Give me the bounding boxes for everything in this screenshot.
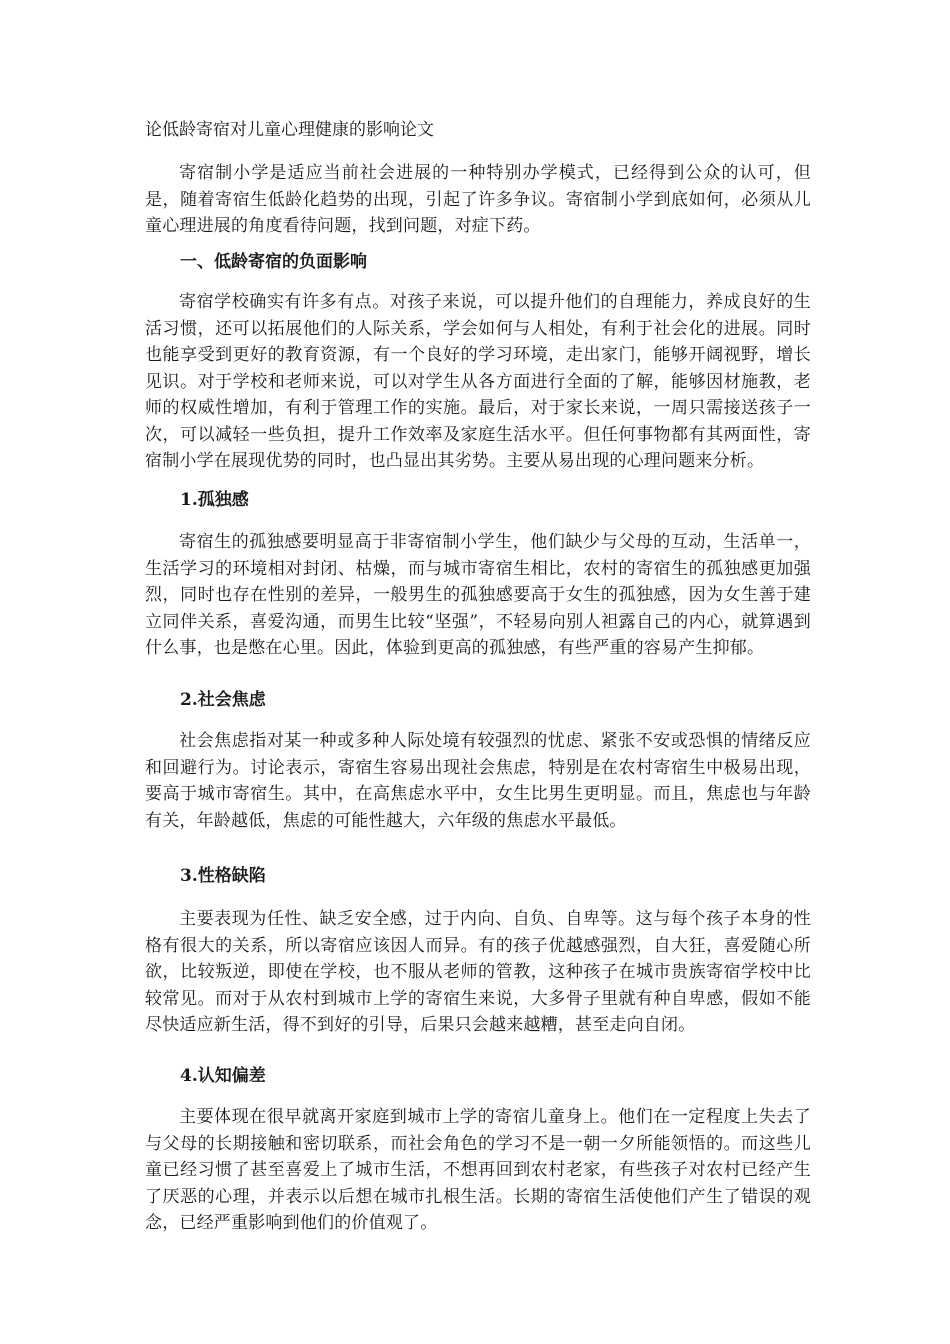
subheading-loneliness: 1.孤独感 [180, 490, 249, 510]
cognitive-bias-paragraph: 主要体现在很早就离开家庭到城市上学的寄宿儿童身上。他们在一定程度上失去了与父母的长期接触和密切联系，而社会角色的学习不是一朝一夕所能领悟的。而这些儿童已经习惯了甚至喜爱上了城市生活，不想再回到农村老家，有些孩子对农村已经产生了厌恶的心理，并表示以后想在城市扎根生活。长期的寄宿生活使他们产生了错误的观念，已经严重影响到他们的价值观了。 [145, 1107, 811, 1233]
subheading-cognitive-bias: 4.认知偏差 [180, 1066, 266, 1086]
subheading-personality-defects: 3.性格缺陷 [180, 866, 266, 886]
subheading-social-anxiety: 2.社会焦虑 [180, 690, 266, 710]
personality-defects-paragraph: 主要表现为任性、缺乏安全感，过于内向、自负、自卑等。这与每个孩子本身的性格有很大的关系，所以寄宿应该因人而异。有的孩子优越感强烈，自大狂，喜爱随心所欲，比较叛逆，即使在学校，也不服从老师的管教，这种孩子在城市贵族寄宿学校中比较常见。而对于从农村到城市上学的寄宿生来说，大多骨子里就有种自卑感，假如不能尽快适应新生活，得不到好的引导，后果只会越来越糟，甚至走向自闭。 [145, 909, 811, 1035]
loneliness-paragraph: 寄宿生的孤独感要明显高于非寄宿制小学生，他们缺少与父母的互动，生活单一，生活学习的环境相对封闭、枯燥，而与城市寄宿生相比，农村的寄宿生的孤独感更加强烈，同时也存在性别的差异，一般男生的孤独感要高于女生的孤独感，因为女生善于建立同伴关系，喜爱沟通，而男生比较“坚强”，不轻易向别人袒露自己的内心，就算遇到什么事，也是憋在心里。因此，体验到更高的孤独感，有些严重的容易产生抑郁。 [145, 532, 811, 658]
social-anxiety-paragraph: 社会焦虑指对某一种或多种人际处境有较强烈的忧虑、紧张不安或恐惧的情绪反应和回避行为。讨论表示，寄宿生容易出现社会焦虑，特别是在农村寄宿生中极易出现，要高于城市寄宿生。其中，在高焦虑水平中，女生比男生更明显。而且，焦虑也与年龄有关，年龄越低，焦虑的可能性越大，六年级的焦虑水平最低。 [145, 731, 811, 831]
intro-paragraph: 寄宿制小学是适应当前社会进展的一种特别办学模式，已经得到公众的认可，但是，随着寄宿生低龄化趋势的出现，引起了许多争议。寄宿制小学到底如何，必须从儿童心理进展的角度看待问题，找到问题，对症下药。 [145, 163, 811, 236]
document-title: 论低龄寄宿对儿童心理健康的影响论文 [145, 120, 434, 140]
section-heading-negative-effects: 一、低龄寄宿的负面影响 [180, 252, 367, 272]
section1-paragraph: 寄宿学校确实有许多有点。对孩子来说，可以提升他们的自理能力，养成良好的生活习惯，还可以拓展他们的人际关系，学会如何与人相处，有利于社会化的进展。同时也能享受到更好的教育资源，有一个良好的学习环境，走出家门，能够开阔视野，增长见识。对于学校和老师来说，可以对学生从各方面进行全面的了解，能够因材施教，老师的权威性增加，有利于管理工作的实施。最后，对于家长来说，一周只需接送孩子一次，可以减轻一些负担，提升工作效率及家庭生活水平。但任何事物都有其两面性，寄宿制小学在展现优势的同时，也凸显出其劣势。主要从易出现的心理问题来分析。 [145, 292, 811, 471]
